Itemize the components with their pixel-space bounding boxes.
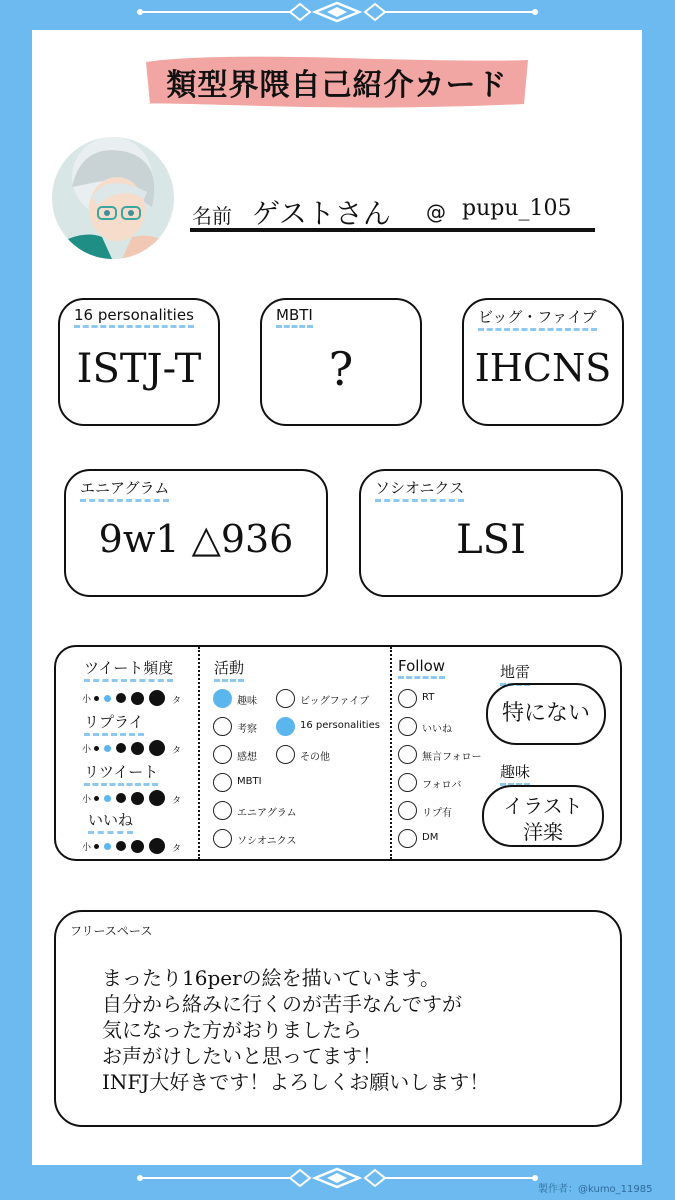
activity-title: 活動 <box>214 657 244 682</box>
frequency-dot[interactable] <box>116 793 126 803</box>
label-mbti: MBTI <box>276 306 313 328</box>
radio-circle[interactable] <box>276 689 295 708</box>
follow-option-label: フォロバ <box>422 780 462 791</box>
scale-high-label: タ <box>172 844 182 854</box>
name-value: ゲストさん <box>252 197 391 230</box>
frequency-dot[interactable] <box>104 843 111 850</box>
frequency-dot[interactable] <box>94 796 99 801</box>
box-16personalities <box>58 298 220 426</box>
follow-option-label: 無言フォロー <box>422 752 482 763</box>
activity-option-label: 趣味 <box>237 696 257 707</box>
frequency-dot[interactable] <box>116 693 126 703</box>
frequency-dot[interactable] <box>94 696 99 701</box>
frequency-dot[interactable] <box>104 695 111 702</box>
radio-circle[interactable] <box>213 717 232 736</box>
scale-low-label: 小 <box>82 843 92 853</box>
follow-option-label: リプ有 <box>422 808 452 819</box>
hobby-line-1: イラスト <box>503 794 583 818</box>
box-enneagram <box>64 469 328 597</box>
at-symbol: @ <box>426 200 446 224</box>
box-bigfive <box>462 298 624 426</box>
value-bigfive: IHCNS <box>474 346 612 390</box>
frequency-dot[interactable] <box>149 690 165 706</box>
frequency-dot[interactable] <box>94 844 99 849</box>
title-banner <box>142 52 532 112</box>
scale-low-label: 小 <box>82 795 92 805</box>
free-line: まったり16perの絵を描いています。 <box>102 966 441 990</box>
radio-circle[interactable] <box>398 773 417 792</box>
divider-2 <box>390 647 392 859</box>
radio-circle[interactable] <box>213 773 232 792</box>
activity-option-label: MBTI <box>237 776 262 787</box>
free-space <box>54 910 622 1127</box>
free-space-label: フリースペース <box>70 924 153 938</box>
frequency-dot[interactable] <box>131 840 144 853</box>
hobby-value <box>482 785 604 847</box>
value-enneagram: 9w1 △936 <box>98 517 294 561</box>
radio-circle[interactable] <box>213 801 232 820</box>
follow-option-label: RT <box>422 692 435 703</box>
scale-high-label: タ <box>172 746 182 756</box>
box-socionics <box>359 469 623 597</box>
freq-label-like: いいね <box>88 809 133 834</box>
follow-title: Follow <box>398 657 445 679</box>
page-title: 類型界隈自己紹介カード <box>166 68 508 103</box>
free-line: 気になった方がおりましたら <box>102 1018 362 1042</box>
activity-panel <box>54 645 622 861</box>
radio-circle[interactable] <box>276 745 295 764</box>
scale-low-label: 小 <box>82 745 92 755</box>
radio-circle[interactable] <box>213 745 232 764</box>
frequency-scale <box>82 739 192 759</box>
value-socionics: LSI <box>456 517 526 563</box>
frequency-scale <box>82 689 192 709</box>
radio-circle[interactable] <box>398 801 417 820</box>
follow-option-label: いいね <box>422 724 452 735</box>
frequency-dot[interactable] <box>104 795 111 802</box>
name-label: 名前 <box>192 204 232 228</box>
frequency-dot[interactable] <box>116 841 126 851</box>
hobby-title: 趣味 <box>500 761 530 786</box>
name-row <box>190 192 595 232</box>
activity-option-label: その他 <box>300 752 330 763</box>
profile-card <box>32 30 642 1165</box>
scale-high-label: タ <box>172 696 182 706</box>
frequency-dot[interactable] <box>94 746 99 751</box>
follow-option-label: DM <box>422 832 439 843</box>
avatar <box>52 137 174 259</box>
jirai-value: 特にない <box>486 683 606 745</box>
credit: 製作者：@kumo_11985 <box>538 1184 653 1195</box>
box-mbti <box>260 298 422 426</box>
free-line: 自分から絡みに行くのが苦手なんですが <box>102 992 462 1016</box>
frequency-dot[interactable] <box>116 743 126 753</box>
value-mbti: ? <box>328 342 354 396</box>
frequency-dot[interactable] <box>104 745 111 752</box>
radio-circle[interactable] <box>213 689 232 708</box>
activity-option-label: 考察 <box>237 724 257 735</box>
free-line: お声がけしたいと思ってます！ <box>102 1044 382 1068</box>
activity-option-label: 感想 <box>237 752 257 763</box>
frequency-dot[interactable] <box>131 792 144 805</box>
handle: pupu_105 <box>462 196 572 221</box>
label-16personalities: 16 personalities <box>74 306 194 328</box>
frequency-dot[interactable] <box>149 740 165 756</box>
radio-circle[interactable] <box>276 717 295 736</box>
scale-high-label: タ <box>172 796 182 806</box>
divider-1 <box>198 647 200 859</box>
hobby-line-2: 洋楽 <box>523 820 563 844</box>
avatar-illustration-icon <box>52 137 174 259</box>
frequency-dot[interactable] <box>149 790 165 806</box>
value-16personalities: ISTJ-T <box>76 346 202 392</box>
activity-option-label: ソシオニクス <box>237 836 297 847</box>
activity-option-label: 16 personalities <box>300 720 380 731</box>
label-enneagram: エニアグラム <box>80 477 169 502</box>
frequency-dot[interactable] <box>131 742 144 755</box>
radio-circle[interactable] <box>398 689 417 708</box>
radio-circle[interactable] <box>213 829 232 848</box>
activity-option-label: エニアグラム <box>237 808 297 819</box>
freq-label-reply: リプライ <box>84 711 144 736</box>
frequency-scale <box>82 837 192 857</box>
radio-circle[interactable] <box>398 717 417 736</box>
activity-option-label: ビッグファイブ <box>300 696 370 707</box>
label-bigfive: ビッグ・ファイブ <box>478 306 597 331</box>
frequency-dot[interactable] <box>149 838 165 854</box>
frequency-scale <box>82 789 192 809</box>
radio-circle[interactable] <box>398 829 417 848</box>
freq-label-retweet: リツイート <box>84 761 158 786</box>
tweet-frequency-title: ツイート頻度 <box>84 657 173 682</box>
label-socionics: ソシオニクス <box>375 477 464 502</box>
scale-low-label: 小 <box>82 695 92 705</box>
frequency-dot[interactable] <box>131 692 144 705</box>
free-line: INFJ大好きです！よろしくお願いします！ <box>102 1070 490 1094</box>
jirai-title: 地雷 <box>500 661 530 686</box>
radio-circle[interactable] <box>398 745 417 764</box>
